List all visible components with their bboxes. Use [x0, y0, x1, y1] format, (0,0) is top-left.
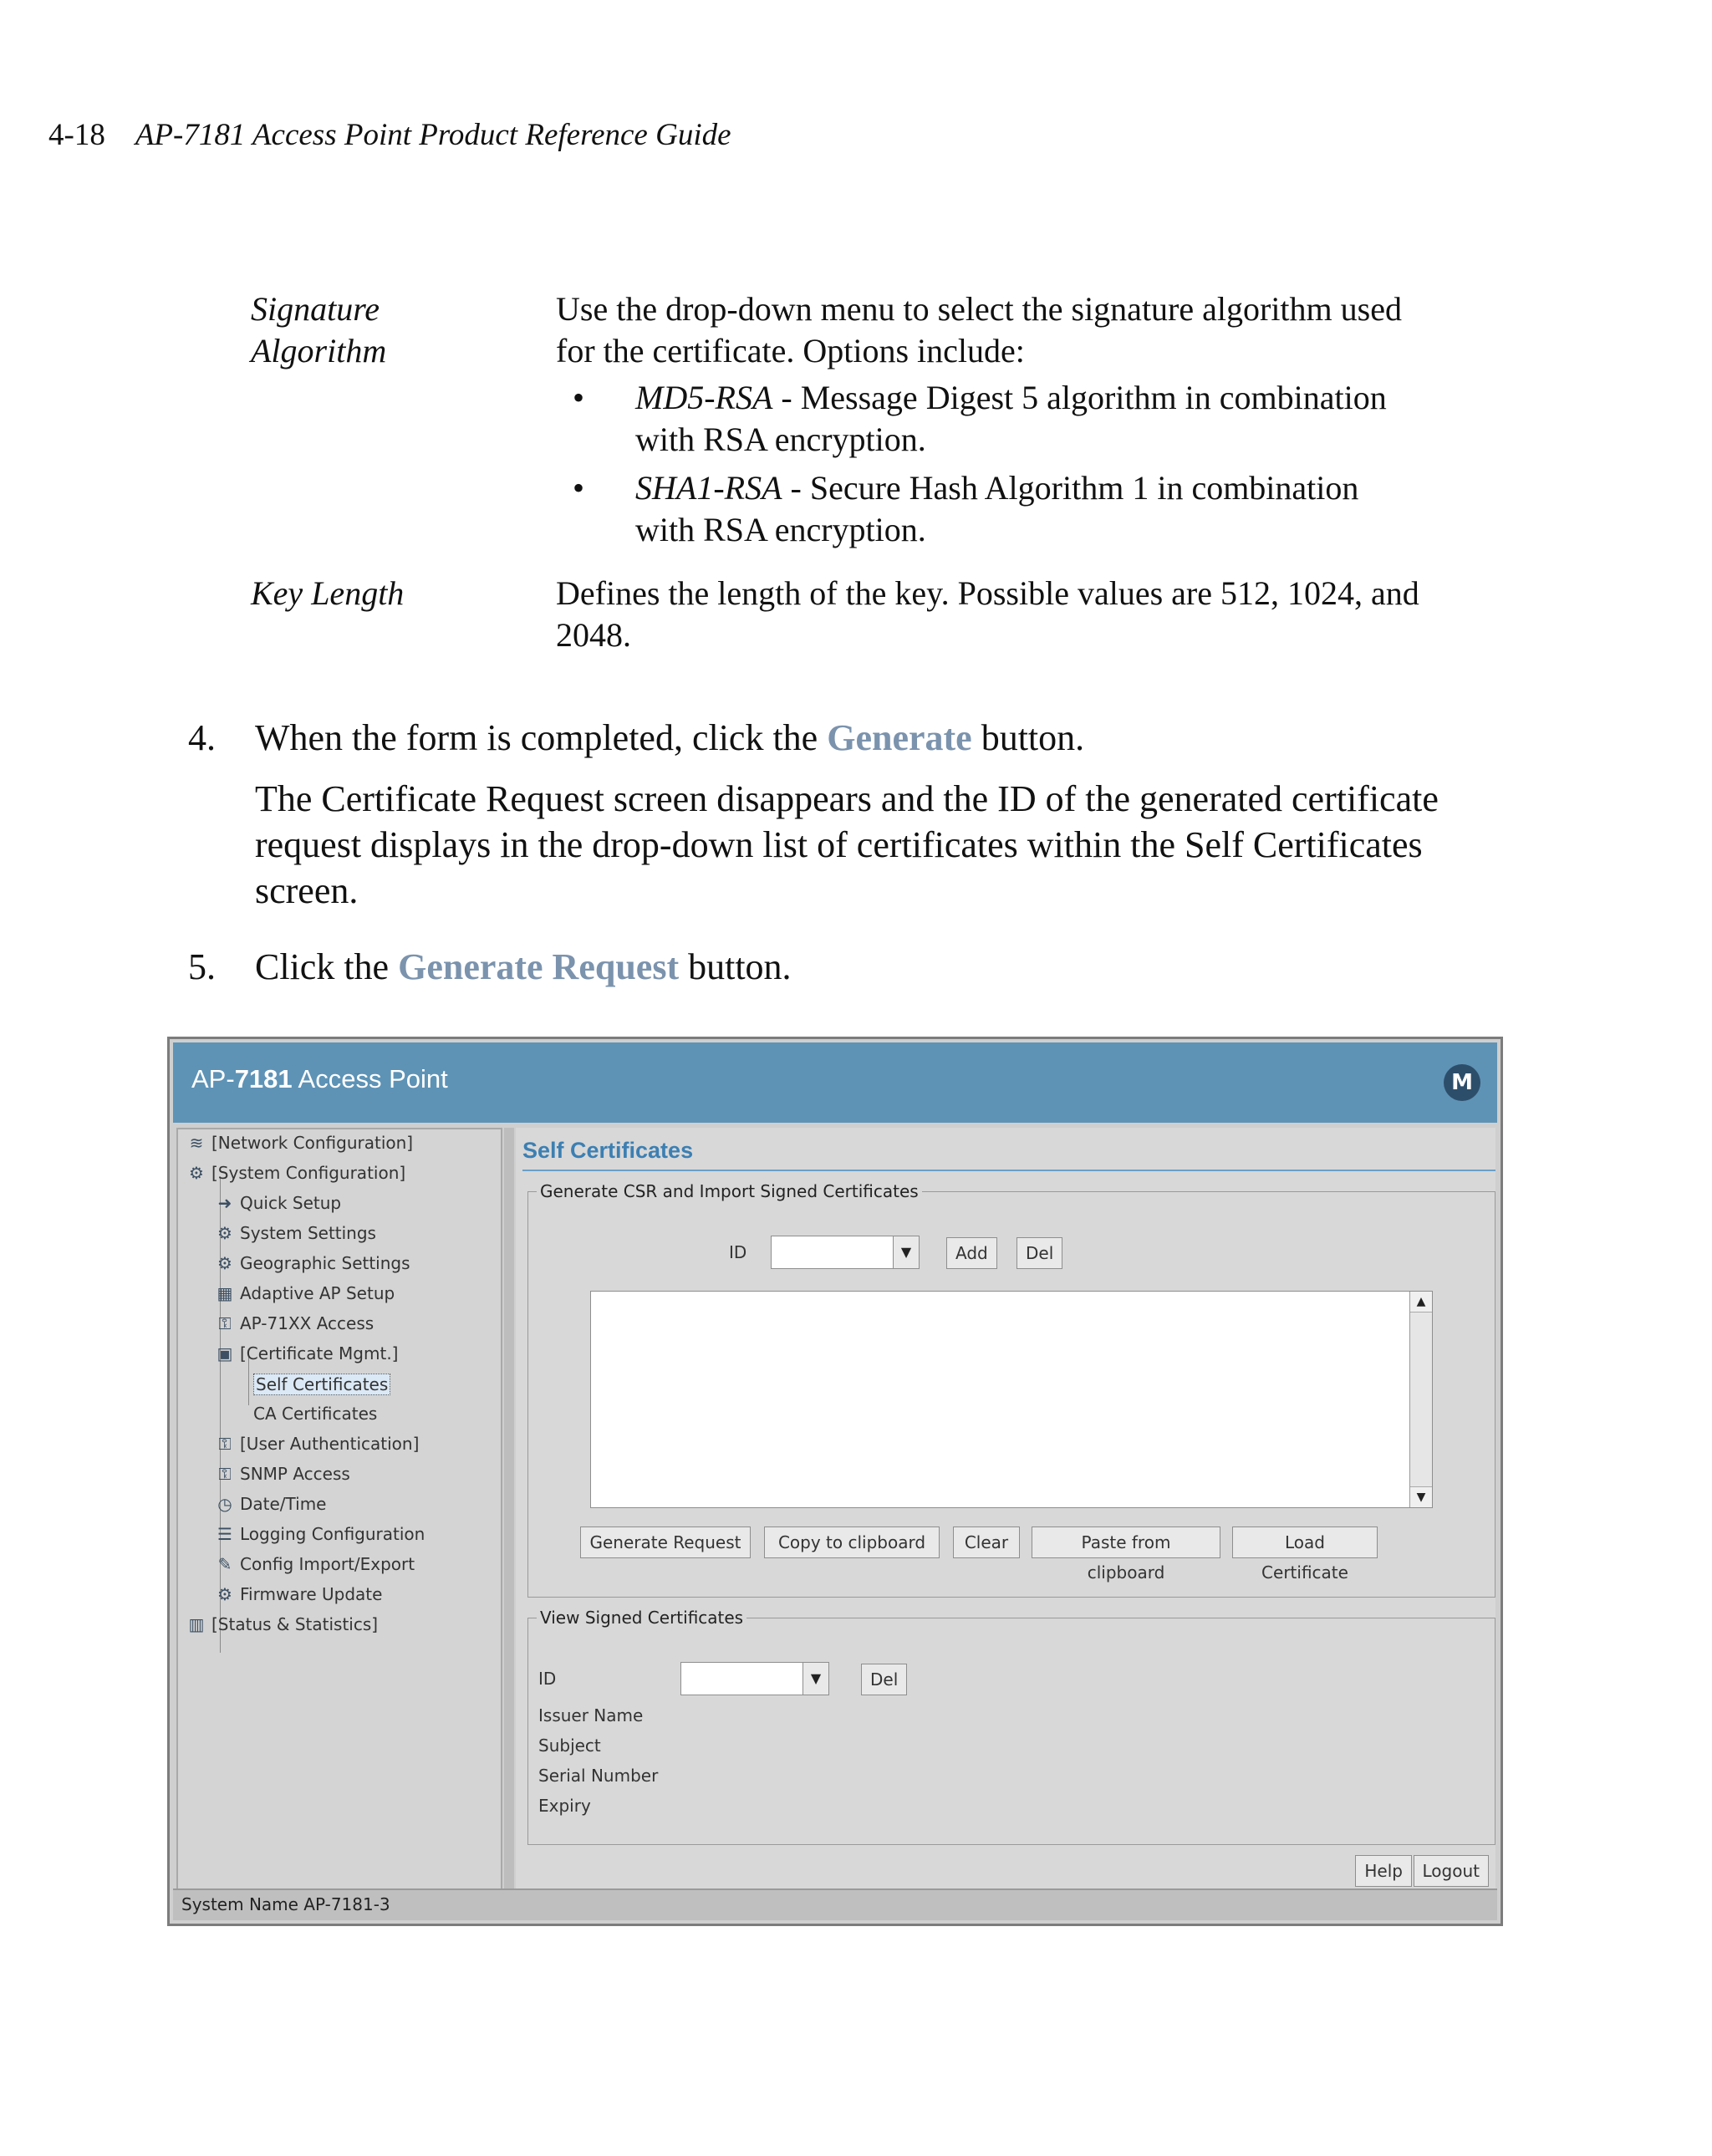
- options-list: [556, 377, 1421, 551]
- edit-icon: ✎: [217, 1554, 232, 1574]
- csr-group: [527, 1181, 1495, 1598]
- tree-label: Self Certificates: [253, 1374, 390, 1395]
- step-number: 5.: [188, 946, 216, 987]
- tree-item-snmp-access[interactable]: [215, 1464, 350, 1484]
- id-label: ID: [729, 1242, 747, 1262]
- load-certificate-button[interactable]: Load Certificate: [1232, 1527, 1378, 1558]
- tree-label: [User Authentication]: [240, 1434, 420, 1454]
- step-4: [188, 715, 1526, 929]
- tree-item-self-certificates[interactable]: [253, 1374, 390, 1395]
- step-result: The Certificate Request screen disappears and the ID of the generated certificate request displays in the drop-down list of certificates within the Self Certificates screen.: [255, 778, 1439, 911]
- tree-connector: [220, 1176, 221, 1653]
- tree-label: Date/Time: [240, 1494, 327, 1514]
- tree-item-config-import-export[interactable]: [215, 1554, 415, 1574]
- definition-key-length: [251, 573, 1421, 656]
- gear-icon: ⚙: [217, 1584, 232, 1604]
- text: button.: [679, 946, 792, 987]
- bullet: •: [573, 469, 585, 507]
- app-title-suffix: Access Point: [292, 1064, 448, 1093]
- list-item: [556, 467, 1421, 551]
- panel-splitter[interactable]: [504, 1128, 514, 1890]
- procedure-steps: [188, 715, 1526, 1020]
- tree-item-system-configuration[interactable]: [186, 1163, 405, 1183]
- app-banner: [173, 1042, 1497, 1123]
- page-header: [48, 117, 731, 153]
- chevron-down-icon: ▼: [802, 1663, 828, 1695]
- log-icon: ☰: [217, 1524, 232, 1544]
- view-signed-group: [527, 1608, 1495, 1845]
- copy-to-clipboard-button[interactable]: Copy to clipboard: [764, 1527, 940, 1558]
- tree-item-system-settings[interactable]: [215, 1223, 376, 1243]
- subject-label: Subject: [538, 1736, 601, 1756]
- key-icon: ⚿: [218, 1313, 232, 1333]
- guide-title: AP-7181 Access Point Product Reference Guide: [135, 118, 731, 152]
- tree-item-status-statistics[interactable]: [186, 1614, 378, 1634]
- definition-term: Key Length: [251, 574, 405, 612]
- gear-icon: ⚙: [189, 1163, 204, 1183]
- definition-description: Defines the length of the key. Possible values are 512, 1024, and 2048.: [556, 574, 1419, 654]
- definition-description: [556, 288, 1421, 558]
- adaptive-ap-icon: ▦: [217, 1283, 233, 1303]
- page-number: 4-18: [48, 118, 105, 152]
- step-instruction: [255, 715, 1526, 761]
- page-title: Self Certificates: [522, 1138, 1495, 1171]
- step-body: [255, 944, 1526, 1005]
- option-text: - Message Digest 5 algorithm in combination with RSA encryption.: [635, 379, 1387, 458]
- tree-item-certificate-mgmt[interactable]: [215, 1343, 398, 1363]
- generate-request-button[interactable]: Generate Request: [580, 1527, 751, 1558]
- logout-button[interactable]: Logout: [1414, 1855, 1489, 1887]
- group-label: View Signed Certificates: [537, 1608, 746, 1628]
- tree-label: [Certificate Mgmt.]: [240, 1343, 399, 1363]
- scroll-up-icon[interactable]: ▲: [1410, 1292, 1432, 1312]
- motorola-logo-icon: M: [1444, 1064, 1480, 1101]
- button-reference: Generate Request: [398, 946, 680, 987]
- tree-item-user-authentication[interactable]: [215, 1434, 419, 1454]
- tree-item-ca-certificates[interactable]: [253, 1404, 377, 1424]
- tree-item-network-configuration[interactable]: [186, 1133, 413, 1153]
- tree-item-logging-configuration[interactable]: [215, 1524, 425, 1544]
- navigation-tree: [176, 1128, 502, 1890]
- step-number: 4.: [188, 717, 216, 758]
- term-line: Signature: [251, 290, 380, 328]
- definition-signature-algorithm: [251, 288, 1421, 558]
- add-button[interactable]: Add: [946, 1237, 997, 1269]
- tree-item-quick-setup[interactable]: [215, 1193, 341, 1213]
- tree-item-geographic-settings[interactable]: [215, 1253, 410, 1273]
- bullet: •: [573, 379, 585, 416]
- definition-term: [251, 288, 556, 558]
- gear-icon: ⚙: [217, 1223, 232, 1243]
- term-line: Algorithm: [251, 332, 387, 370]
- option-name: SHA1-RSA: [635, 469, 782, 507]
- id-select[interactable]: [771, 1236, 920, 1269]
- tree-label: Firmware Update: [240, 1584, 383, 1604]
- tree-label: [Status & Statistics]: [211, 1614, 379, 1634]
- tree-label: SNMP Access: [240, 1464, 350, 1484]
- tree-label: System Settings: [240, 1223, 376, 1243]
- tree-label: Geographic Settings: [240, 1253, 410, 1273]
- list-item: [556, 377, 1421, 461]
- id-label: ID: [538, 1669, 557, 1689]
- step-body: [255, 715, 1526, 929]
- text: Click the: [255, 946, 399, 987]
- step-5: [188, 944, 1526, 1005]
- app-title-model: 7181: [234, 1064, 293, 1093]
- certificate-icon: ▣: [217, 1343, 233, 1363]
- text: When the form is completed, click the: [255, 717, 828, 758]
- serial-number-label: Serial Number: [538, 1766, 659, 1786]
- tree-label: Adaptive AP Setup: [240, 1283, 395, 1303]
- clear-button[interactable]: Clear: [953, 1527, 1020, 1558]
- help-button[interactable]: Help: [1355, 1855, 1412, 1887]
- del-button[interactable]: Del: [1016, 1237, 1062, 1269]
- expiry-label: Expiry: [538, 1796, 591, 1816]
- tree-label: [System Configuration]: [211, 1163, 406, 1183]
- tree-label: [Network Configuration]: [211, 1133, 414, 1153]
- issuer-name-label: Issuer Name: [538, 1705, 644, 1725]
- arrow-icon: ➜: [217, 1193, 232, 1213]
- button-reference: Generate: [827, 717, 972, 758]
- certificate-textarea[interactable]: [590, 1291, 1433, 1508]
- vertical-scrollbar[interactable]: [1409, 1292, 1432, 1507]
- text: button.: [971, 717, 1085, 758]
- signed-del-button[interactable]: Del: [861, 1664, 907, 1695]
- group-label: Generate CSR and Import Signed Certificates: [537, 1181, 922, 1201]
- clock-icon: ◷: [217, 1494, 232, 1514]
- chevron-down-icon: ▼: [893, 1236, 919, 1268]
- tree-label: CA Certificates: [253, 1404, 378, 1424]
- app-title: [191, 1064, 448, 1094]
- tree-item-firmware-update[interactable]: [215, 1584, 382, 1604]
- key-icon: ⚿: [218, 1464, 232, 1484]
- tree-item-adaptive-ap-setup[interactable]: [215, 1283, 395, 1303]
- tree-item-date-time[interactable]: [215, 1494, 327, 1514]
- network-icon: ≋: [189, 1133, 204, 1153]
- main-panel: [516, 1128, 1495, 1890]
- signed-id-select[interactable]: [680, 1662, 829, 1695]
- paste-from-clipboard-button[interactable]: Paste from clipboard: [1032, 1527, 1220, 1558]
- definition-table: [251, 288, 1421, 671]
- chart-icon: ▥: [188, 1614, 205, 1634]
- tree-label: Logging Configuration: [240, 1524, 425, 1544]
- tree-item-ap-71xx-access[interactable]: [215, 1313, 374, 1333]
- description-text: Use the drop-down menu to select the signature algorithm used for the certificate. Options include:: [556, 290, 1402, 370]
- scroll-down-icon[interactable]: ▼: [1410, 1486, 1432, 1507]
- user-auth-icon: ⚿: [218, 1434, 232, 1454]
- status-bar: System Name AP-7181-3: [173, 1888, 1497, 1920]
- option-text: - Secure Hash Algorithm 1 in combination with RSA encryption.: [635, 469, 1359, 548]
- tree-label: Quick Setup: [240, 1193, 342, 1213]
- tree-label: Config Import/Export: [240, 1554, 415, 1574]
- step-instruction: [255, 944, 1526, 990]
- app-title-prefix: AP-: [191, 1064, 235, 1093]
- gear-icon: ⚙: [217, 1253, 232, 1273]
- tree-label: AP-71XX Access: [240, 1313, 374, 1333]
- option-name: MD5-RSA: [635, 379, 773, 416]
- app-window-screenshot: [167, 1037, 1503, 1926]
